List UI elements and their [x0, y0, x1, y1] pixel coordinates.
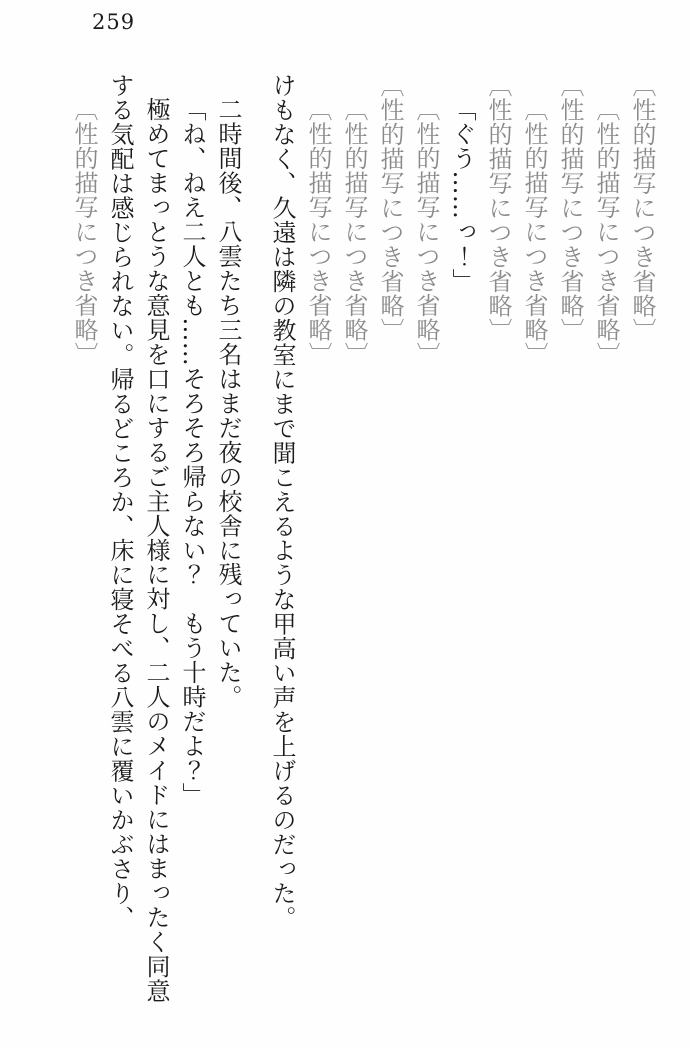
- text-line: 〔性的描写につき省略〕: [340, 97, 368, 367]
- text-line: 「ぐう……っ！」: [448, 97, 476, 293]
- text-line: 〔性的描写につき省略〕: [520, 97, 548, 367]
- text-line: 〔性的描写につき省略〕: [556, 73, 584, 343]
- text-line: 〔性的描写につき省略〕: [412, 97, 440, 367]
- text-line: 〔性的描写につき省略〕: [484, 73, 512, 343]
- text-block: [66, 73, 660, 1013]
- page-number: 259: [92, 10, 136, 34]
- text-line: 極めてまっとうな意見を口にするご主人様に対し、二人のメイドにはまったく同意: [142, 97, 170, 1003]
- text-line: 〔性的描写につき省略〕: [304, 97, 332, 367]
- text-line: 〔性的描写につき省略〕: [592, 97, 620, 367]
- text-line: 二時間後、八雲たち三名はまだ夜の校舎に残っていた。: [214, 97, 242, 709]
- text-line: けもなく、久遠は隣の教室にまで聞こえるような甲高い声を上げるのだった。: [268, 73, 296, 930]
- text-line: 「ね、ねえ二人とも……そろそろ帰らない？ もう十時だよ？」: [178, 97, 206, 807]
- text-line: 〔性的描写につき省略〕: [376, 73, 404, 343]
- text-line: 〔性的描写につき省略〕: [628, 73, 656, 343]
- text-line: する気配は感じられない。帰るどころか、床に寝そべる八雲に覆いかぶさり、: [106, 73, 134, 930]
- text-line: 〔性的描写につき省略〕: [70, 97, 98, 367]
